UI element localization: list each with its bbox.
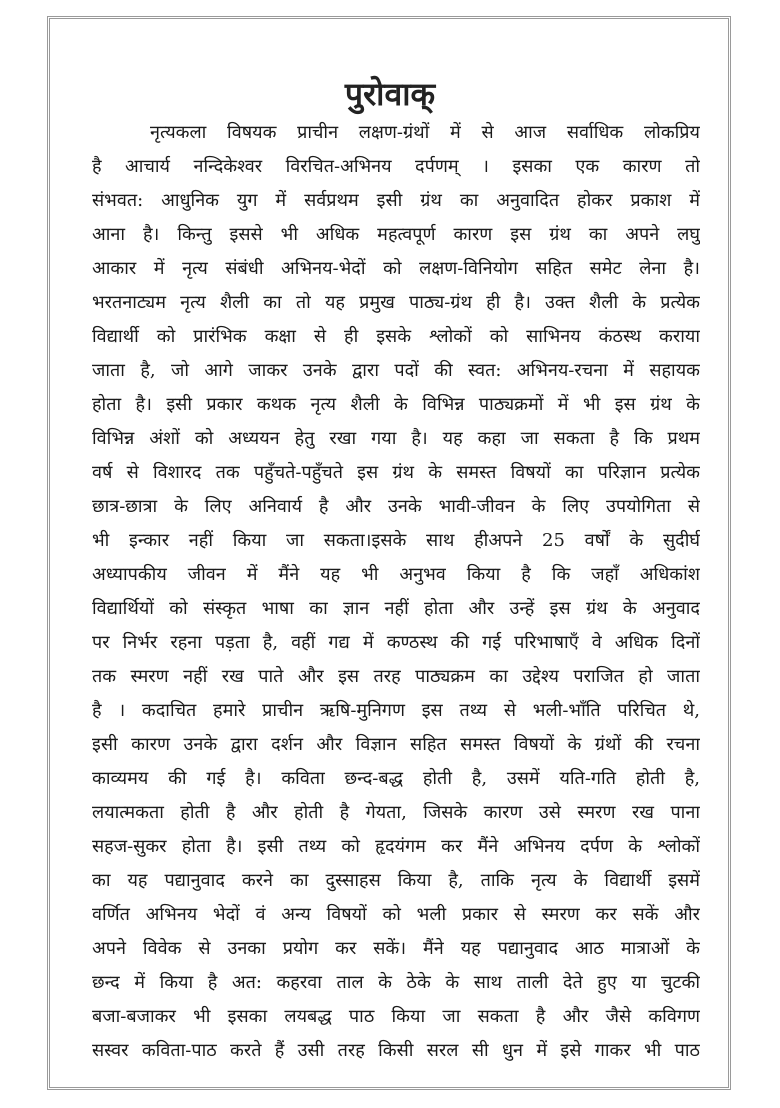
text-line: सस्वर कविता-पाठ करते हैं उसी तरह किसी सरल सी धुन में इसे गाकर भी पाठ <box>92 1040 700 1061</box>
text-line: संभवत: आधुनिक युग में सर्वप्रथम इसी ग्रंथ का अनुवादित होकर प्रकाश में <box>92 190 700 211</box>
text-line: काव्यमय की गई है। कविता छन्द-बद्ध होती है, उसमें यति-गति होती है, <box>92 768 700 789</box>
text-line: बजा-बजाकर भी इसका लयबद्ध पाठ किया जा सकता है और जैसे कविगण <box>92 1006 700 1027</box>
body-text <box>92 116 700 1068</box>
text-line: वर्णित अभिनय भेदों वं अन्य विषयों को भली प्रकार से स्मरण कर सकें और <box>92 904 700 925</box>
text-line: अध्यापकीय जीवन में मैंने यह भी अनुभव किया है कि जहाँ अधिकांश <box>92 564 700 585</box>
text-line: विद्यार्थियों को संस्कृत भाषा का ज्ञान नहीं होता और उन्हें इस ग्रंथ के अनुवाद <box>92 598 700 619</box>
text-line: होता है। इसी प्रकार कथक नृत्य शैली के विभिन्न पाठ्यक्रमों में भी इस ग्रंथ के <box>92 394 700 415</box>
text-line: तक स्मरण नहीं रख पाते और इस तरह पाठ्यक्रम का उद्देश्य पराजित हो जाता <box>92 666 700 687</box>
text-line: पर निर्भर रहना पड़ता है, वहीं गद्य में कण्ठस्थ की गई परिभाषाएँ वे अधिक दिनों <box>92 632 700 653</box>
text-line: लयात्मकता होती है और होती है गेयता, जिसके कारण उसे स्मरण रख पाना <box>92 802 700 823</box>
text-line: अपने विवेक से उनका प्रयोग कर सकें। मैंने यह पद्यानुवाद आठ मात्राओं के <box>92 938 700 959</box>
text-line: नृत्यकला विषयक प्राचीन लक्षण-ग्रंथों में से आज सर्वाधिक लोकप्रिय <box>150 122 700 143</box>
text-line: भी इन्कार नहीं किया जा सकता।इसके साथ हीअपने 25 वर्षों के सुदीर्घ <box>92 530 700 551</box>
page-title: पुरोवाक् <box>344 75 436 113</box>
text-line: सहज-सुकर होता है। इसी तथ्य को हृदयंगम कर मैंने अभिनय दर्पण के श्लोकों <box>92 836 700 857</box>
text-line: भरतनाट्यम नृत्य शैली का तो यह प्रमुख पाठ्य-ग्रंथ ही है। उक्त शैली के प्रत्येक <box>92 292 700 313</box>
text-line: जाता है, जो आगे जाकर उनके द्वारा पदों की स्वत: अभिनय-रचना में सहायक <box>92 360 700 381</box>
text-line: वर्ष से विशारद तक पहुँचते-पहुँचते इस ग्रंथ के समस्त विषयों का परिज्ञान प्रत्येक <box>92 462 700 483</box>
text-line: इसी कारण उनके द्वारा दर्शन और विज्ञान सहित समस्त विषयों के ग्रंथों की रचना <box>92 734 700 755</box>
text-line: विभिन्न अंशों को अध्ययन हेतु रखा गया है। यह कहा जा सकता है कि प्रथम <box>92 428 700 449</box>
text-line: है । कदाचित हमारे प्राचीन ऋषि-मुनिगण इस तथ्य से भली-भाँति परिचित थे, <box>92 700 700 721</box>
text-line: का यह पद्यानुवाद करने का दुस्साहस किया है, ताकि नृत्य के विद्यार्थी इसमें <box>92 870 700 891</box>
text-line: आना है। किन्तु इससे भी अधिक महत्वपूर्ण कारण इस ग्रंथ का अपने लघु <box>92 224 700 245</box>
text-line: विद्यार्थी को प्रारंभिक कक्षा से ही इसके श्लोकों को साभिनय कंठस्थ कराया <box>92 326 700 347</box>
text-line: छात्र-छात्रा के लिए अनिवार्य है और उनके भावी-जीवन के लिए उपयोगिता से <box>92 496 700 517</box>
text-line: है आचार्य नन्दिकेश्वर विरचित-अभिनय दर्पणम् । इसका एक कारण तो <box>92 156 700 177</box>
text-line: छन्द में किया है अत: कहरवा ताल के ठेके के साथ ताली देते हुए या चुटकी <box>92 972 700 993</box>
text-line: आकार में नृत्य संबंधी अभिनय-भेदों को लक्षण-विनियोग सहित समेट लेना है। <box>92 258 700 279</box>
